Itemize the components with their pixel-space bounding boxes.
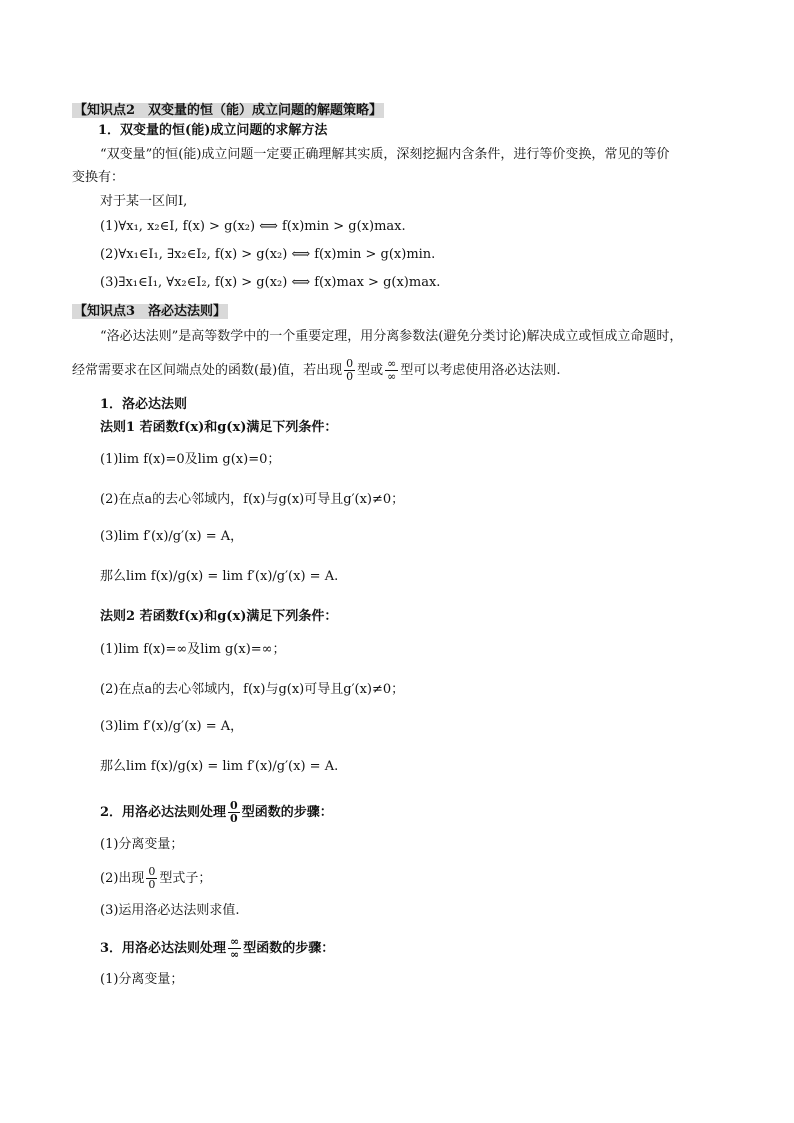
paragraph-k2-1b: 变换有： <box>72 170 125 185</box>
section-header-k2-text: 【知识点2 双变量的恒（能）成立问题的解题策略】 <box>74 103 383 118</box>
condition-k2-3: (3)∃x₁∈I₁, ∀x₂∈I₂, f(x) > g(x₂) ⟺ f(x)max > g(x)max. <box>100 275 441 290</box>
subheading-k3-3: 3．用洛必达法则处理 $\frac{\infty}{\infty}$ 型函数的步骤： <box>100 935 335 961</box>
rule-2-conclusion: 那么lim f(x)/g(x) = lim f′(x)/g′(x) = A. <box>100 759 339 774</box>
paragraph-k3-2b: 型或 <box>357 363 384 378</box>
fraction-inf-over-inf-2: $\frac{\infty}{\infty}$ <box>230 935 240 961</box>
rule-1-conclusion: 那么lim f(x)/g(x) = lim f′(x)/g′(x) = A. <box>100 569 339 584</box>
rule-1-cond-3: (3)lim f′(x)/g′(x) = A， <box>100 529 244 544</box>
section-header-k3 <box>72 302 228 322</box>
paragraph-k2-2-text: 对于某一区间I, <box>100 194 188 209</box>
step-4: (1)分离变量； <box>100 972 184 987</box>
rule-1-cond-2: (2)在点a的去心邻域内，f(x)与g(x)可导且g′(x)≠0； <box>100 492 405 507</box>
rule-1-title: 法则1 若函数f(x)和g(x)满足下列条件： <box>100 420 338 435</box>
condition-k2-1: (1)∀x₁, x₂∈I, f(x) > g(x₂) ⟺ f(x)min > g(x)max. <box>100 219 406 234</box>
rule-2-title: 法则2 若函数f(x)和g(x)满足下列条件： <box>100 609 338 624</box>
rule-2-cond-1: (1)lim f(x)=∞及lim g(x)=∞； <box>100 642 286 657</box>
step-1: (1)分离变量； <box>100 837 184 852</box>
paragraph-k2-2 <box>100 192 187 212</box>
fraction-zero-over-zero-2: $\frac{0}{0}$ <box>230 799 238 825</box>
step-3: (3)运用洛必达法则求值. <box>100 903 240 918</box>
rule-2-cond-3: (3)lim f′(x)/g′(x) = A， <box>100 719 244 734</box>
condition-k2-2: (2)∀x₁∈I₁, ∃x₂∈I₂, f(x) > g(x₂) ⟺ f(x)min > g(x)min. <box>100 247 436 262</box>
section-header-k2 <box>72 101 384 121</box>
rule-2-cond-2: (2)在点a的去心邻域内，f(x)与g(x)可导且g′(x)≠0； <box>100 682 405 697</box>
paragraph-k2-1: “双变量”的恒(能)成立问题一定要正确理解其实质，深刻挖掘内含条件，进行等价变换，常见的等价 <box>100 147 670 162</box>
fraction-zero-over-zero: $\frac{0}{0}$ <box>346 357 354 383</box>
paragraph-k3-2c: 型可以考虑使用洛必达法则. <box>400 363 561 378</box>
step-2: (2)出现 $\frac{0}{0}$ 型式子； <box>100 865 212 891</box>
subheading-k3-1: 1．洛必达法则 <box>100 397 188 412</box>
fraction-inf-over-inf: $\frac{\infty}{\infty}$ <box>387 357 397 383</box>
paragraph-k3-2 <box>72 358 560 383</box>
fraction-zero-over-zero-3: $\frac{0}{0}$ <box>148 865 156 891</box>
subheading-k2-1: 1．双变量的恒(能)成立问题的求解方法 <box>98 123 328 138</box>
subheading-k3-2: 2．用洛必达法则处理 $\frac{0}{0}$ 型函数的步骤： <box>100 799 333 825</box>
paragraph-k3-1: “洛必达法则”是高等数学中的一个重要定理，用分离参数法(避免分类讨论)解决成立或恒成立命题时， <box>100 329 683 344</box>
paragraph-k3-2a: 经常需要求在区间端点处的函数(最)值，若出现 <box>72 363 343 378</box>
rule-1-cond-1: (1)lim f(x)=0及lim g(x)=0； <box>100 452 281 467</box>
section-header-k3-text: 【知识点3 洛必达法则】 <box>74 304 227 319</box>
